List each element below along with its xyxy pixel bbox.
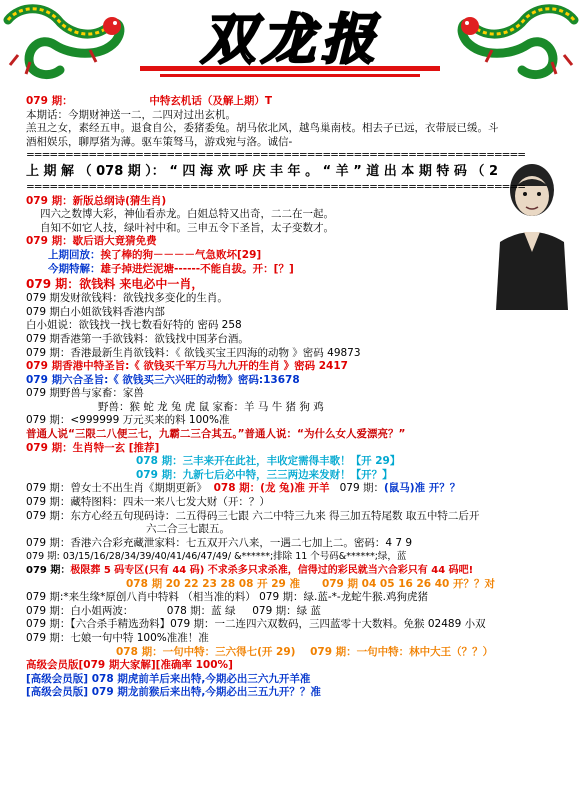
issue-label: 079 期： [26,277,80,292]
dragon-left-icon [8,9,121,75]
text-line: 079 期:*来生缘*原创八肖中特料 （相当准的料） [26,591,256,604]
text-line: 普通人说“三限二八便三七，九霸二三合其五。”普通人说：“为什么女人爱漂亮？” [26,428,406,441]
text-line: 酒相娱乐，聊厚猪为薄。驱车策驽马，游戏宛与洛。诚信- [26,135,293,148]
text-line: 挨了棒的狗－－－－气急败坏[29] [100,248,262,261]
text-line: 078 期：一句中特：三六得七(开 29) [116,645,296,658]
separator: ================================================================ [26,149,526,162]
text-line: 078 期：三丰来开在此社，丰收定需得丰歌！【开 29】 [136,455,401,468]
section-heading: 欲钱料 来电必中一肖， [79,277,204,292]
text-line: 079 期：香港六合彩充藏泄家料：七五双开六八来，一遇二七加上二。密码：4 7 9 [26,536,413,549]
text-line: [高级会员版] 079 期龙前猴后来出特,今期必出三五九开？？准 [26,686,321,699]
page-title: 双龙报 [201,7,381,71]
text-line: 雄子掉进烂泥塘------不能自拔。开：[？] [100,262,294,275]
text-line: (鼠马)准 开？？ [383,482,461,495]
text-line: 自知不如它人技，绿叶衬中和。三申五令下圣旨，太子变数才。 [40,221,334,234]
issue-label: 079 期： [26,95,73,107]
text-line: 079 期：【六合杀手精选劲料】079 期：一二连四六双数码，三四蓝零十大数料。免猴 02489 小双 [26,618,486,631]
text-line: 高级会员版[079 期大家解][准确率 100%] [26,659,233,672]
dragon-right-icon [461,9,574,75]
text-line: 079 期：香港最新生肖欲钱料：《 欲钱买宝王四海的动物 》密码 49873 [26,346,361,359]
text-line: 079 期：<999999 万元买来的料 100%准 [26,414,230,427]
text-line: 079 期香港第一手欲钱料：欲钱找中国茅台酒。 [26,332,249,345]
text-line: 本期话：今期财神送一二，二四对过出玄机。 [26,108,236,121]
issue-label: 079 期： [26,235,73,248]
text-line: 079 期：九新七后必中特，三三两边来发财！【开？】 [136,468,393,481]
text-line: [高级会员版] 078 期虎前羊后来出特,今期必出三六九开羊准 [26,672,311,685]
text-line: 079 期：七娘一句中特 100%准准！准 [26,631,209,644]
section-heading: 中特玄机话（及解上期）T [149,95,273,107]
section-heading: 生肖特一玄 [推荐] [72,441,160,454]
text-line: 079 期： [339,482,384,495]
section-heading: 新版总纲诗(猜生肖) [72,194,167,207]
text-line: 上期回放： [48,248,101,261]
text-line: 上 期 解 （ 078 期 ）： “ 四 海 欢 呼 庆 丰 年 。 “ 羊 ” 道 出 本 期 特 码 （ [26,163,485,179]
text-line: 079 期：曾女士不出生肖《期期更新》 [26,482,207,495]
issue-label: 079 期： [26,194,73,207]
text-line: 六二合三七跟五。 [146,523,230,536]
text-line: 078 期：(龙 兔)准 开羊 [213,482,330,495]
text-line: 078 期 20 22 23 28 08 开 29 准 [126,577,300,590]
text-line: 079 期： [26,565,71,576]
text-line: 079 期白小姐欲钱料香港内部 [26,305,165,318]
text-line: 079 期发财欲钱料：欲钱找多变化的生肖。 [26,292,228,305]
issue-label: 079 期： [26,441,73,454]
header-banner [0,0,582,92]
document-body [26,95,574,700]
banner-underline-bottom [160,74,420,77]
text-line: 079 期 04 05 16 26 40 开？？对 [321,577,496,590]
text-line: 079 期野兽与家畜：家兽 [26,387,144,400]
text-line: 野兽：猴 蛇 龙 兔 虎 鼠 家畜：羊 马 牛 猪 狗 鸡 [98,400,324,413]
text-line: 079 期：绿 蓝 [252,604,321,617]
text-line: 羔丑之女，素经五申。退食自公，委猪委兔。胡马依北风，越鸟巢南枝。相去子已远，衣带辰已缓。斗 [26,122,499,135]
separator: ================================================================ [26,180,526,193]
text-line: 079 期：藏特图料：四未一来八七发大财（开：？） [26,496,270,509]
text-line: 079 期香港中特圣旨:《 欲钱买千军万马九九开的生肖 》密码 2417 [26,360,348,373]
section-heading: 歇后语大竟猜免费 [72,235,157,248]
text-line: 2 [488,163,498,179]
text-line: 白小姐说：欲钱找一找七数看好特的 密码 258 [26,319,242,332]
text-line: 四六之数博大彩，神仙看赤龙。白姐总特又出奇，二二在一起。 [40,208,334,221]
text-line: 079 期: 03/15/16/28/34/39/40/41/46/47/49/ &******;排除 11 个号码&******;绿，蓝 [26,551,407,563]
text-line: 079 期：绿.蓝-*-龙蛇牛猴.鸡狗虎猪 [259,591,428,604]
text-line: 今期特解： [48,262,101,275]
text-line: 079 期六合圣旨:《 欲钱买三六兴旺的动物》密码:13678 [26,373,300,386]
text-line: 极限葬 5 码专区(只有 44 码) 不求杀多只求杀准，信得过的彩民就当六合彩只有 44 码吧! [70,565,474,576]
text-line: 079 期：东方心经五句现码诗：二五得码三七跟 六二中特三九来 得三加五特尾数 取五中特二后开 [26,509,480,522]
text-line: 079 期：一句中特：林中大王（？？） [310,645,494,658]
text-line: 079 期：白小姐两波： [26,604,134,617]
text-line: 078 期：蓝 绿 [166,604,236,617]
